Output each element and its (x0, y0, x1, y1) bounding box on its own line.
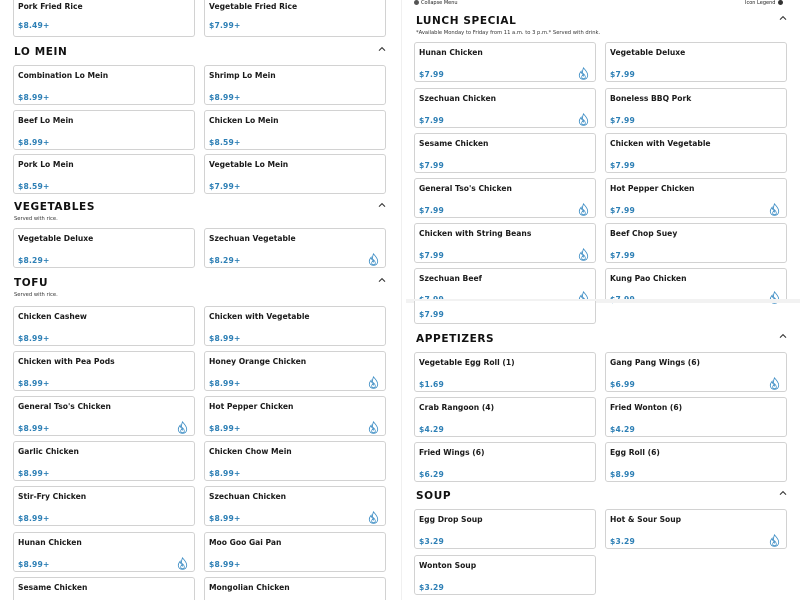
menu-item-card[interactable] (204, 154, 386, 194)
menu-item-price: $7.99 (610, 116, 636, 125)
menu-item-card[interactable] (605, 88, 787, 128)
menu-item-name: Chicken with Pea Pods (18, 357, 115, 366)
section-title-soup: SOUP (416, 490, 452, 502)
menu-item-name: Hot & Sour Soup (610, 515, 682, 524)
menu-item-price: $8.99+ (209, 93, 241, 102)
menu-item-card[interactable] (204, 306, 386, 346)
menu-item-card[interactable] (13, 351, 195, 391)
menu-item-name: Chicken with Vegetable (610, 139, 711, 148)
menu-item-price: $8.99+ (18, 469, 50, 478)
menu-item-name: Vegetable Deluxe (610, 48, 686, 57)
menu-item-name: Garlic Chicken (18, 447, 79, 456)
spicy-flame-icon (368, 376, 379, 389)
menu-item-name: Chicken with String Beans (419, 229, 532, 238)
spicy-flame-icon (578, 248, 589, 261)
menu-item-name: Stir-Fry Chicken (18, 492, 87, 501)
menu-item-card[interactable] (13, 154, 195, 194)
menu-item-card[interactable] (414, 223, 596, 263)
spicy-flame-icon (769, 377, 780, 390)
left-menu-column (0, 0, 396, 600)
menu-item-price: $7.99 (610, 206, 636, 215)
right-menu-column (406, 0, 800, 600)
menu-item-card[interactable] (605, 178, 787, 218)
menu-item-name: Beef Lo Mein (18, 116, 74, 125)
menu-item-card[interactable] (605, 42, 787, 82)
menu-item-name: Moo Goo Gai Pan (209, 538, 282, 547)
menu-item-price: $7.99 (419, 310, 445, 319)
menu-item-price: $8.99+ (209, 424, 241, 433)
menu-item-price: $7.99 (610, 70, 636, 79)
menu-item-card[interactable] (13, 110, 195, 150)
menu-item-name: Wonton Soup (419, 561, 477, 570)
menu-item-name: Crab Rangoon (4) (419, 403, 495, 412)
menu-item-card[interactable] (414, 88, 596, 128)
spicy-flame-icon (177, 421, 188, 434)
menu-item-price: $8.49+ (18, 21, 50, 30)
menu-item-price: $8.99+ (18, 93, 50, 102)
menu-item-price: $6.99 (610, 380, 636, 389)
menu-item-price: $8.99+ (209, 379, 241, 388)
menu-item-price: $8.99+ (18, 514, 50, 523)
menu-item-card[interactable] (605, 268, 787, 300)
menu-item-card[interactable] (13, 577, 195, 600)
menu-item-card[interactable] (414, 397, 596, 437)
menu-item-price: $8.29+ (209, 256, 241, 265)
icon-legend-label: Icon Legend (745, 0, 776, 6)
menu-item-price: $7.99 (419, 116, 445, 125)
chevron-up-icon[interactable] (779, 333, 787, 339)
menu-item-card[interactable] (13, 306, 195, 346)
menu-item-price: $8.99 (610, 470, 636, 479)
menu-item-card[interactable] (414, 555, 596, 595)
menu-item-price: $8.99+ (18, 560, 50, 569)
menu-item-card[interactable] (414, 42, 596, 82)
menu-item-card[interactable] (13, 0, 195, 37)
menu-item-name: Szechuan Vegetable (209, 234, 296, 243)
spicy-flame-icon (578, 113, 589, 126)
menu-item-price: $6.29 (419, 470, 445, 479)
info-icon (778, 0, 783, 5)
spicy-flame-icon (578, 203, 589, 216)
menu-item-price: $8.99+ (209, 560, 241, 569)
menu-item-price: $8.99+ (18, 334, 50, 343)
menu-item-card[interactable] (414, 133, 596, 173)
menu-item-name: Fried Wings (6) (419, 448, 485, 457)
collapse-icon (414, 0, 419, 5)
menu-item-card[interactable] (605, 352, 787, 392)
menu-item-card[interactable] (605, 397, 787, 437)
chevron-up-icon[interactable] (779, 490, 787, 496)
menu-item-card[interactable] (13, 65, 195, 105)
menu-item-name: Vegetable Egg Roll (1) (419, 358, 515, 367)
spicy-flame-icon (368, 511, 379, 524)
menu-item-price: $8.59+ (18, 182, 50, 191)
menu-item-price: $8.99+ (18, 138, 50, 147)
menu-item-price: $3.29 (419, 537, 445, 546)
menu-item-card[interactable] (605, 223, 787, 263)
menu-item-name: General Tso's Chicken (419, 184, 512, 193)
menu-item-card[interactable] (605, 442, 787, 482)
menu-item-name: Honey Orange Chicken (209, 357, 307, 366)
collapse-menu-button[interactable] (414, 0, 458, 6)
menu-item-name: Chicken Cashew (18, 312, 87, 321)
menu-item-name: Pork Lo Mein (18, 160, 74, 169)
menu-item-card[interactable] (414, 178, 596, 218)
menu-item-price: $7.99 (610, 251, 636, 260)
menu-item-name: Gang Pang Wings (6) (610, 358, 701, 367)
chevron-up-icon[interactable] (378, 46, 386, 52)
spicy-flame-icon (177, 557, 188, 570)
section-title-vegetables: VEGETABLES (14, 201, 95, 213)
menu-item-card[interactable] (204, 396, 386, 436)
menu-item-name: Egg Drop Soup (419, 515, 483, 524)
section-title-appetizers: APPETIZERS (416, 333, 495, 345)
menu-item-card[interactable] (414, 268, 596, 300)
menu-item-name: Egg Roll (6) (610, 448, 660, 457)
menu-item-card[interactable] (204, 228, 386, 268)
menu-item-card[interactable] (414, 442, 596, 482)
menu-item-name: Vegetable Fried Rice (209, 2, 298, 11)
menu-item-name: Szechuan Chicken (419, 94, 497, 103)
menu-item-name: Fried Wonton (6) (610, 403, 683, 412)
chevron-up-icon[interactable] (378, 202, 386, 208)
spicy-flame-icon (578, 67, 589, 80)
menu-item-card[interactable] (204, 532, 386, 572)
menu-item-name: Chicken Chow Mein (209, 447, 292, 456)
menu-item-name: Beef Chop Suey (610, 229, 678, 238)
spicy-flame-icon (368, 253, 379, 266)
menu-item-card[interactable] (605, 133, 787, 173)
menu-item-price: $7.99+ (209, 21, 241, 30)
menu-item-name: Vegetable Deluxe (18, 234, 94, 243)
menu-item-name: General Tso's Chicken (18, 402, 111, 411)
menu-item-name: Hunan Chicken (419, 48, 483, 57)
menu-item-card[interactable] (204, 441, 386, 481)
menu-item-card[interactable] (204, 577, 386, 600)
column-divider (401, 0, 402, 600)
menu-item-price: $8.99+ (209, 334, 241, 343)
menu-item-price: $8.99+ (18, 424, 50, 433)
menu-item-card[interactable] (605, 509, 787, 549)
menu-item-name: Vegetable Lo Mein (209, 160, 289, 169)
menu-item-card[interactable] (13, 396, 195, 436)
menu-item-price: $8.59+ (209, 138, 241, 147)
menu-item-price: $4.29 (419, 425, 445, 434)
chevron-up-icon[interactable] (779, 15, 787, 21)
menu-item-card[interactable] (204, 0, 386, 37)
spicy-flame-icon (769, 203, 780, 216)
menu-item-price: $7.99 (419, 70, 445, 79)
menu-item-name: Mongolian Chicken (209, 583, 290, 592)
menu-item-name: Hot Pepper Chicken (610, 184, 695, 193)
menu-item-price: $8.29+ (18, 256, 50, 265)
menu-item-name: Kung Pao Chicken (610, 274, 687, 283)
menu-item-price: $7.99 (419, 161, 445, 170)
section-subtitle: Served with rice. (14, 216, 58, 222)
menu-item-card[interactable] (13, 441, 195, 481)
menu-item-card[interactable] (204, 110, 386, 150)
menu-item-price: $1.69 (419, 380, 445, 389)
menu-item-price: $4.29 (610, 425, 636, 434)
menu-item-name: Chicken with Vegetable (209, 312, 310, 321)
menu-item-price: $3.29 (419, 583, 445, 592)
menu-item-card[interactable] (414, 352, 596, 392)
menu-item-name: Hunan Chicken (18, 538, 82, 547)
menu-item-price: $3.29 (610, 537, 636, 546)
chevron-up-icon[interactable] (378, 277, 386, 283)
menu-item-name: Sesame Chicken (419, 139, 489, 148)
collapse-menu-label: Collapse Menu (421, 0, 458, 6)
menu-item-name: Hot Pepper Chicken (209, 402, 294, 411)
menu-item-card[interactable] (13, 486, 195, 526)
menu-item-card[interactable] (13, 532, 195, 572)
menu-item-price: $7.99+ (209, 182, 241, 191)
section-subtitle: *Available Monday to Friday from 11 a.m. to 3 p.m.* Served with drink. (416, 30, 601, 36)
section-subtitle: Served with rice. (14, 292, 58, 298)
menu-item-name: Szechuan Chicken (209, 492, 287, 501)
menu-item-card[interactable] (204, 65, 386, 105)
menu-item-name: Sesame Chicken (18, 583, 88, 592)
menu-item-price: $8.99+ (209, 469, 241, 478)
menu-item-name: Shrimp Lo Mein (209, 71, 276, 80)
section-title-lo-mein: LO MEIN (14, 46, 68, 58)
menu-item-card[interactable] (414, 509, 596, 549)
menu-item-name: Chicken Lo Mein (209, 116, 279, 125)
menu-item-price: $8.99+ (18, 379, 50, 388)
menu-item-name: Pork Fried Rice (18, 2, 83, 11)
spicy-flame-icon (769, 534, 780, 547)
menu-item-card[interactable] (414, 301, 596, 324)
menu-item-price: $8.99+ (209, 514, 241, 523)
menu-item-card[interactable] (204, 351, 386, 391)
section-title-lunch-special: LUNCH SPECIAL (416, 15, 517, 27)
menu-item-price: $7.99 (610, 161, 636, 170)
menu-item-name: Szechuan Beef (419, 274, 482, 283)
menu-item-price: $7.99 (419, 206, 445, 215)
menu-item-card[interactable] (204, 486, 386, 526)
icon-legend-button[interactable] (745, 0, 785, 6)
section-title-tofu: TOFU (14, 277, 49, 289)
menu-item-name: Boneless BBQ Pork (610, 94, 692, 103)
spicy-flame-icon (368, 421, 379, 434)
menu-item-price: $7.99 (419, 251, 445, 260)
menu-item-card[interactable] (13, 228, 195, 268)
menu-item-name: Combination Lo Mein (18, 71, 109, 80)
